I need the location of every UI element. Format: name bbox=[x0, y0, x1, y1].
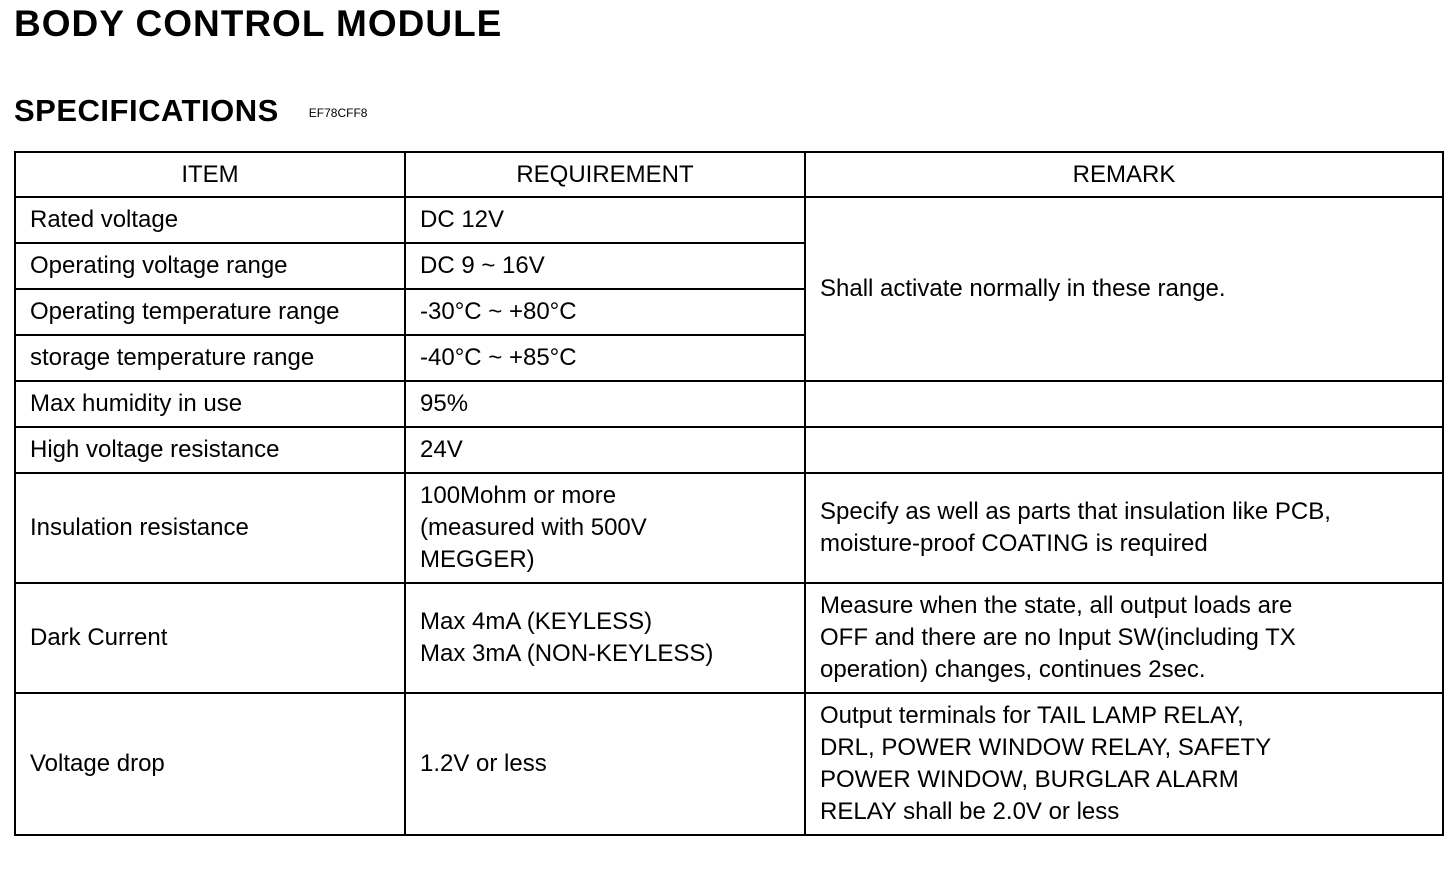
item-cell: storage temperature range bbox=[15, 335, 405, 381]
table-row bbox=[15, 693, 1443, 835]
table-header-row bbox=[15, 152, 1443, 197]
document-code: EF78CFF8 bbox=[308, 105, 368, 120]
table-row bbox=[15, 381, 1443, 427]
table-row bbox=[15, 583, 1443, 693]
column-header-requirement: REQUIREMENT bbox=[405, 152, 805, 197]
item-cell: Operating temperature range bbox=[15, 289, 405, 335]
requirement-cell: 24V bbox=[405, 427, 805, 473]
table-row bbox=[15, 197, 1443, 243]
section-title bbox=[14, 92, 367, 132]
remark-cell: Output terminals for TAIL LAMP RELAY, DRL, POWER WINDOW RELAY, SAFETY POWER WINDOW, BURGLAR ALARM RELAY shall be 2.0V or less bbox=[805, 693, 1443, 835]
merged-remark-cell: Shall activate normally in these range. bbox=[805, 197, 1443, 381]
remark-cell: Measure when the state, all output loads are OFF and there are no Input SW(including TX operation) changes, continues 2sec. bbox=[805, 583, 1443, 693]
column-header-remark: REMARK bbox=[805, 152, 1443, 197]
remark-cell bbox=[805, 427, 1443, 473]
remark-cell bbox=[805, 381, 1443, 427]
item-cell: Max humidity in use bbox=[15, 381, 405, 427]
requirement-cell: -30°C ~ +80°C bbox=[405, 289, 805, 335]
item-cell: Voltage drop bbox=[15, 693, 405, 835]
item-cell: Operating voltage range bbox=[15, 243, 405, 289]
column-header-item: ITEM bbox=[15, 152, 405, 197]
requirement-cell: Max 4mA (KEYLESS) Max 3mA (NON-KEYLESS) bbox=[405, 583, 805, 693]
specifications-table bbox=[14, 151, 1444, 836]
requirement-cell: 1.2V or less bbox=[405, 693, 805, 835]
requirement-cell: 100Mohm or more (measured with 500V MEGGER) bbox=[405, 473, 805, 583]
item-cell: Insulation resistance bbox=[15, 473, 405, 583]
requirement-cell: DC 9 ~ 16V bbox=[405, 243, 805, 289]
page-title: BODY CONTROL MODULE bbox=[14, 3, 503, 44]
requirement-cell: -40°C ~ +85°C bbox=[405, 335, 805, 381]
remark-cell: Specify as well as parts that insulation like PCB, moisture-proof COATING is required bbox=[805, 473, 1443, 583]
requirement-cell: 95% bbox=[405, 381, 805, 427]
item-cell: Dark Current bbox=[15, 583, 405, 693]
item-cell: High voltage resistance bbox=[15, 427, 405, 473]
table-row bbox=[15, 473, 1443, 583]
table-row bbox=[15, 427, 1443, 473]
requirement-cell: DC 12V bbox=[405, 197, 805, 243]
section-title-text: SPECIFICATIONS bbox=[14, 93, 279, 128]
item-cell: Rated voltage bbox=[15, 197, 405, 243]
